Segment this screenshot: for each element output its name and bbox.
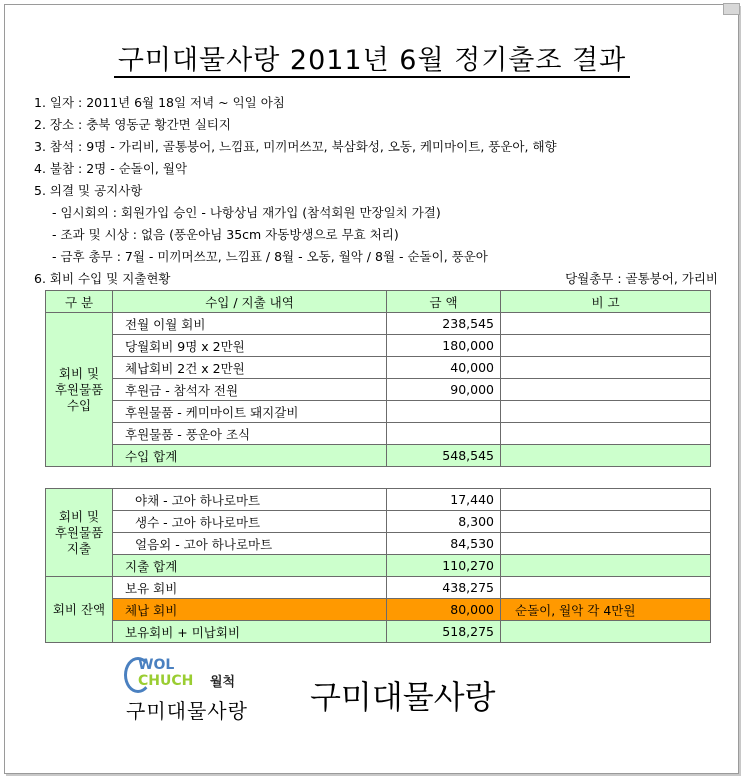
row-amount: [387, 401, 501, 423]
row-note: [501, 401, 711, 423]
table-header-row: [46, 291, 711, 313]
total-amount: 548,545: [387, 445, 501, 467]
total-note: [501, 445, 711, 467]
row-note: [501, 577, 711, 599]
club-logo: [118, 651, 278, 731]
logo-chuch: CHUCH: [138, 673, 194, 689]
table-row: [46, 357, 711, 379]
section6-heading: [34, 268, 724, 290]
header-amount: 금 액: [387, 291, 501, 313]
item-absent: 4. 불참 : 2명 - 순돌이, 월악: [34, 161, 188, 176]
table-row: [46, 577, 711, 599]
row-item: 얼음외 - 고아 하나로마트: [113, 533, 387, 555]
total-note: [501, 555, 711, 577]
section6-treasurer: 당월총무 : 골통붕어, 가리비: [565, 271, 718, 286]
item-notices: 5. 의결 및 공지사항: [34, 183, 143, 198]
logo-club-name: 구미대물사랑: [126, 699, 248, 723]
row-note: 순돌이, 월악 각 4만원: [501, 599, 711, 621]
subitem-meeting: - 임시회의 : 회원가입 승인 - 나항상님 재가입 (참석회원 만장일치 가결): [52, 205, 441, 220]
subitem-catch: - 조과 및 시상 : 없음 (풍운아님 35cm 자동방생으로 무효 처리): [52, 227, 399, 242]
balance-group-label: 회비 잔액: [46, 577, 113, 643]
row-amount: 438,275: [387, 577, 501, 599]
logo-wol: WOL: [138, 657, 175, 673]
item-date: 1. 일자 : 2011년 6월 18일 저녁 ~ 익일 아침: [34, 95, 285, 110]
info-section: [34, 92, 724, 290]
row-amount: 180,000: [387, 335, 501, 357]
total-note: [501, 621, 711, 643]
row-item: 후원물품 - 케미마이트 돼지갈비: [113, 401, 387, 423]
header-category: 구 분: [46, 291, 113, 313]
total-label: 수입 합계: [113, 445, 387, 467]
item-place: 2. 장소 : 충북 영동군 황간면 실티지: [34, 117, 231, 132]
item-attendees: 3. 참석 : 9명 - 가리비, 골통붕어, 느낌표, 미끼머쓰꼬, 북삼화성, 오동, 케미마이트, 풍운아, 해향: [34, 139, 557, 154]
row-note: [501, 379, 711, 401]
row-note: [501, 335, 711, 357]
row-item: 생수 - 고아 하나로마트: [113, 511, 387, 533]
row-amount: 17,440: [387, 489, 501, 511]
income-total-row: [46, 445, 711, 467]
table-row: [46, 401, 711, 423]
table-row: [46, 533, 711, 555]
row-item: 후원금 - 참석자 전원: [113, 379, 387, 401]
total-label: 지출 합계: [113, 555, 387, 577]
row-note: [501, 313, 711, 335]
table-row: [46, 423, 711, 445]
income-group-label: 회비 및 후원물품 수입: [46, 313, 113, 467]
overdue-row: [46, 599, 711, 621]
row-amount: [387, 423, 501, 445]
row-amount: 80,000: [387, 599, 501, 621]
table-row: [46, 489, 711, 511]
table-row: [46, 379, 711, 401]
row-note: [501, 489, 711, 511]
table-row: [46, 335, 711, 357]
row-amount: 40,000: [387, 357, 501, 379]
expense-total-row: [46, 555, 711, 577]
row-item: 전월 이월 회비: [113, 313, 387, 335]
row-amount: 84,530: [387, 533, 501, 555]
total-amount: 110,270: [387, 555, 501, 577]
row-item: 보유 회비: [113, 577, 387, 599]
row-item: 체납 회비: [113, 599, 387, 621]
header-note: 비 고: [501, 291, 711, 313]
window-corner-icon: [723, 3, 740, 15]
row-amount: 238,545: [387, 313, 501, 335]
row-item: 후원물품 - 풍운아 조식: [113, 423, 387, 445]
logo-korean: 월척: [210, 675, 236, 690]
row-item: 당월회비 9명 x 2만원: [113, 335, 387, 357]
income-table: [45, 290, 711, 467]
row-note: [501, 533, 711, 555]
total-label: 보유회비 + 미납회비: [113, 621, 387, 643]
club-signature: 구미대물사랑: [310, 678, 496, 716]
balance-total-row: [46, 621, 711, 643]
total-amount: 518,275: [387, 621, 501, 643]
expense-group-label: 회비 및 후원물품 지출: [46, 489, 113, 577]
row-item: 체납회비 2건 x 2만원: [113, 357, 387, 379]
row-note: [501, 357, 711, 379]
row-amount: 90,000: [387, 379, 501, 401]
row-amount: 8,300: [387, 511, 501, 533]
row-note: [501, 511, 711, 533]
row-item: 야채 - 고아 하나로마트: [113, 489, 387, 511]
header-detail: 수입 / 지출 내역: [113, 291, 387, 313]
expense-table: [45, 488, 711, 643]
table-row: [46, 511, 711, 533]
page-title: 구미대물사랑 2011년 6월 정기출조 결과: [0, 38, 744, 77]
table-row: [46, 313, 711, 335]
subitem-treasurer: - 금후 총무 : 7월 - 미끼머쓰꼬, 느낌표 / 8월 - 오동, 월악 / 8월 - 순돌이, 풍운아: [52, 249, 488, 264]
section6-label: 6. 회비 수입 및 지출현황: [34, 271, 171, 286]
row-note: [501, 423, 711, 445]
